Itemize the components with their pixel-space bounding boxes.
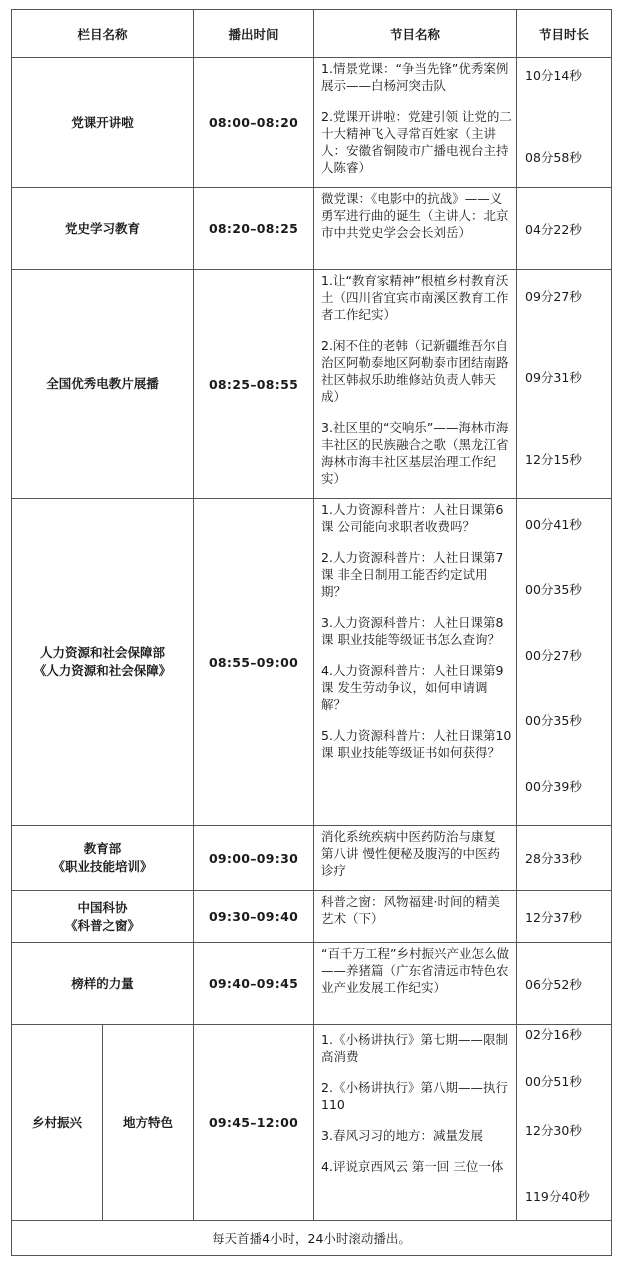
column-name-line: 人力资源和社会保障部: [40, 645, 166, 660]
duration: 02分16秒: [525, 1027, 582, 1042]
program-list: [314, 188, 517, 270]
column-name: [12, 499, 194, 826]
duration: 09分27秒: [525, 289, 582, 304]
table-row: [12, 1025, 612, 1221]
table-row: [12, 826, 612, 891]
column-name-line: 《科普之窗》: [65, 917, 141, 933]
column-name: [12, 826, 194, 891]
duration: 28分33秒: [525, 851, 582, 866]
program-item: 5.人力资源科普片：人社日课第10课 职业技能等级证书如何获得？: [321, 728, 512, 760]
header-program-name: 节目名称: [314, 10, 517, 58]
duration: 12分15秒: [525, 452, 582, 467]
column-name: 全国优秀电教片展播: [12, 270, 194, 499]
duration: 04分22秒: [525, 221, 582, 237]
duration: 10分14秒: [525, 68, 582, 83]
table-row: [12, 943, 612, 1025]
duration: 00分51秒: [525, 1074, 582, 1089]
program-item: 消化系统疾病中医药防治与康复 第八讲 慢性便秘及腹泻的中医药诊疗: [321, 829, 500, 878]
column-name: 榜样的力量: [12, 943, 194, 1025]
program-list: [314, 891, 517, 943]
duration: 119分40秒: [525, 1189, 590, 1204]
program-item: 2.党课开讲啦：党建引领 让党的二十大精神飞入寻常百姓家（主讲人：安徽省铜陵市广播电视台主持人陈睿）: [321, 109, 512, 175]
footer-row: [12, 1221, 612, 1256]
duration-list: [517, 943, 612, 1025]
schedule-table: [11, 9, 612, 1256]
column-name-line: 中国科协: [77, 899, 128, 915]
duration: 08分58秒: [525, 150, 582, 165]
program-item: 微党课：《电影中的抗战》——义勇军进行曲的诞生（主讲人：北京市中共党史学会会长刘岳）: [321, 191, 509, 240]
table-row: [12, 270, 612, 499]
program-item: 1.人力资源科普片：人社日课第6课 公司能向求职者收费吗？: [321, 502, 504, 534]
column-name: 党课开讲啦: [12, 58, 194, 188]
air-time: 08:55–09:00: [194, 499, 314, 826]
duration: 09分31秒: [525, 370, 582, 385]
program-list: [314, 270, 517, 499]
column-name: 党史学习教育: [12, 188, 194, 270]
duration: 00分35秒: [525, 713, 582, 728]
program-list: [314, 826, 517, 891]
air-time: 09:40–09:45: [194, 943, 314, 1025]
column-name-line: 《人力资源和社会保障》: [33, 663, 172, 678]
program-list: [314, 943, 517, 1025]
program-item: 2.人力资源科普片：人社日课第7课 非全日制用工能否约定试用期？: [321, 550, 504, 599]
duration: 00分27秒: [525, 648, 582, 663]
duration: 12分37秒: [525, 909, 582, 925]
air-time: 09:45–12:00: [194, 1025, 314, 1221]
air-time: 08:25–08:55: [194, 270, 314, 499]
column-name: [12, 891, 194, 943]
duration-list: [517, 499, 612, 826]
program-list: [314, 499, 517, 826]
program-item: 3.人力资源科普片：人社日课第8课 职业技能等级证书怎么查询？: [321, 615, 504, 647]
program-item: “百千万工程”乡村振兴产业怎么做——养猪篇（广东省清远市特色农业产业发展工作纪实）: [321, 946, 509, 995]
header-duration: 节目时长: [517, 10, 612, 58]
program-list: [314, 1025, 517, 1221]
duration-list: [517, 58, 612, 188]
program-item: 1.让“教育家精神”根植乡村教育沃土（四川省宜宾市南溪区教育工作者工作纪实）: [321, 273, 509, 322]
program-item: 3.春风习习的地方：减量发展: [321, 1128, 483, 1143]
sub-column-name: 地方特色: [103, 1025, 194, 1221]
table-row: [12, 188, 612, 270]
header-column-name: 栏目名称: [12, 10, 194, 58]
program-item: 2.闲不住的老韩（记新疆维吾尔自治区阿勒泰地区阿勒泰市团结南路社区韩叔乐助维修站负责人韩天成）: [321, 338, 509, 404]
table-row: [12, 891, 612, 943]
footer-note: 每天首播4小时，24小时滚动播出。: [12, 1221, 612, 1256]
program-list: [314, 58, 517, 188]
air-time: 09:30–09:40: [194, 891, 314, 943]
program-item: 2.《小杨讲执行》第八期——执行110: [321, 1080, 508, 1112]
air-time: 08:00–08:20: [194, 58, 314, 188]
program-item: 1.《小杨讲执行》第七期——限制高消费: [321, 1032, 508, 1064]
duration-list: [517, 1025, 612, 1221]
duration-list: [517, 891, 612, 943]
column-name: 乡村振兴: [12, 1025, 103, 1221]
column-name-line: 教育部: [83, 841, 122, 856]
duration: 00分39秒: [525, 779, 582, 794]
program-item: 1.情景党课：“争当先锋”优秀案例展示——白杨河突击队: [321, 61, 509, 93]
duration-list: [517, 270, 612, 499]
duration: 12分30秒: [525, 1123, 582, 1138]
duration: 00分41秒: [525, 517, 582, 532]
program-item: 科普之窗：风物福建·时间的精美艺术（下）: [321, 894, 500, 926]
header-air-time: 播出时间: [194, 10, 314, 58]
program-item: 3.社区里的“交响乐”——海林市海丰社区的民族融合之歌（黑龙江省海林市海丰社区基层治理工作纪实）: [321, 420, 509, 486]
program-item: 4.评说京西风云 第一回 三位一体: [321, 1159, 504, 1174]
duration-list: [517, 826, 612, 891]
air-time: 09:00–09:30: [194, 826, 314, 891]
header-row: [12, 10, 612, 58]
duration: 00分35秒: [525, 582, 582, 597]
duration-list: [517, 188, 612, 270]
table-row: [12, 499, 612, 826]
program-item: 4.人力资源科普片：人社日课第9课 发生劳动争议，如何申请调解？: [321, 663, 504, 712]
duration: 06分52秒: [525, 976, 582, 992]
column-name-line: 《职业技能培训》: [52, 859, 153, 874]
air-time: 08:20–08:25: [194, 188, 314, 270]
table-row: [12, 58, 612, 188]
